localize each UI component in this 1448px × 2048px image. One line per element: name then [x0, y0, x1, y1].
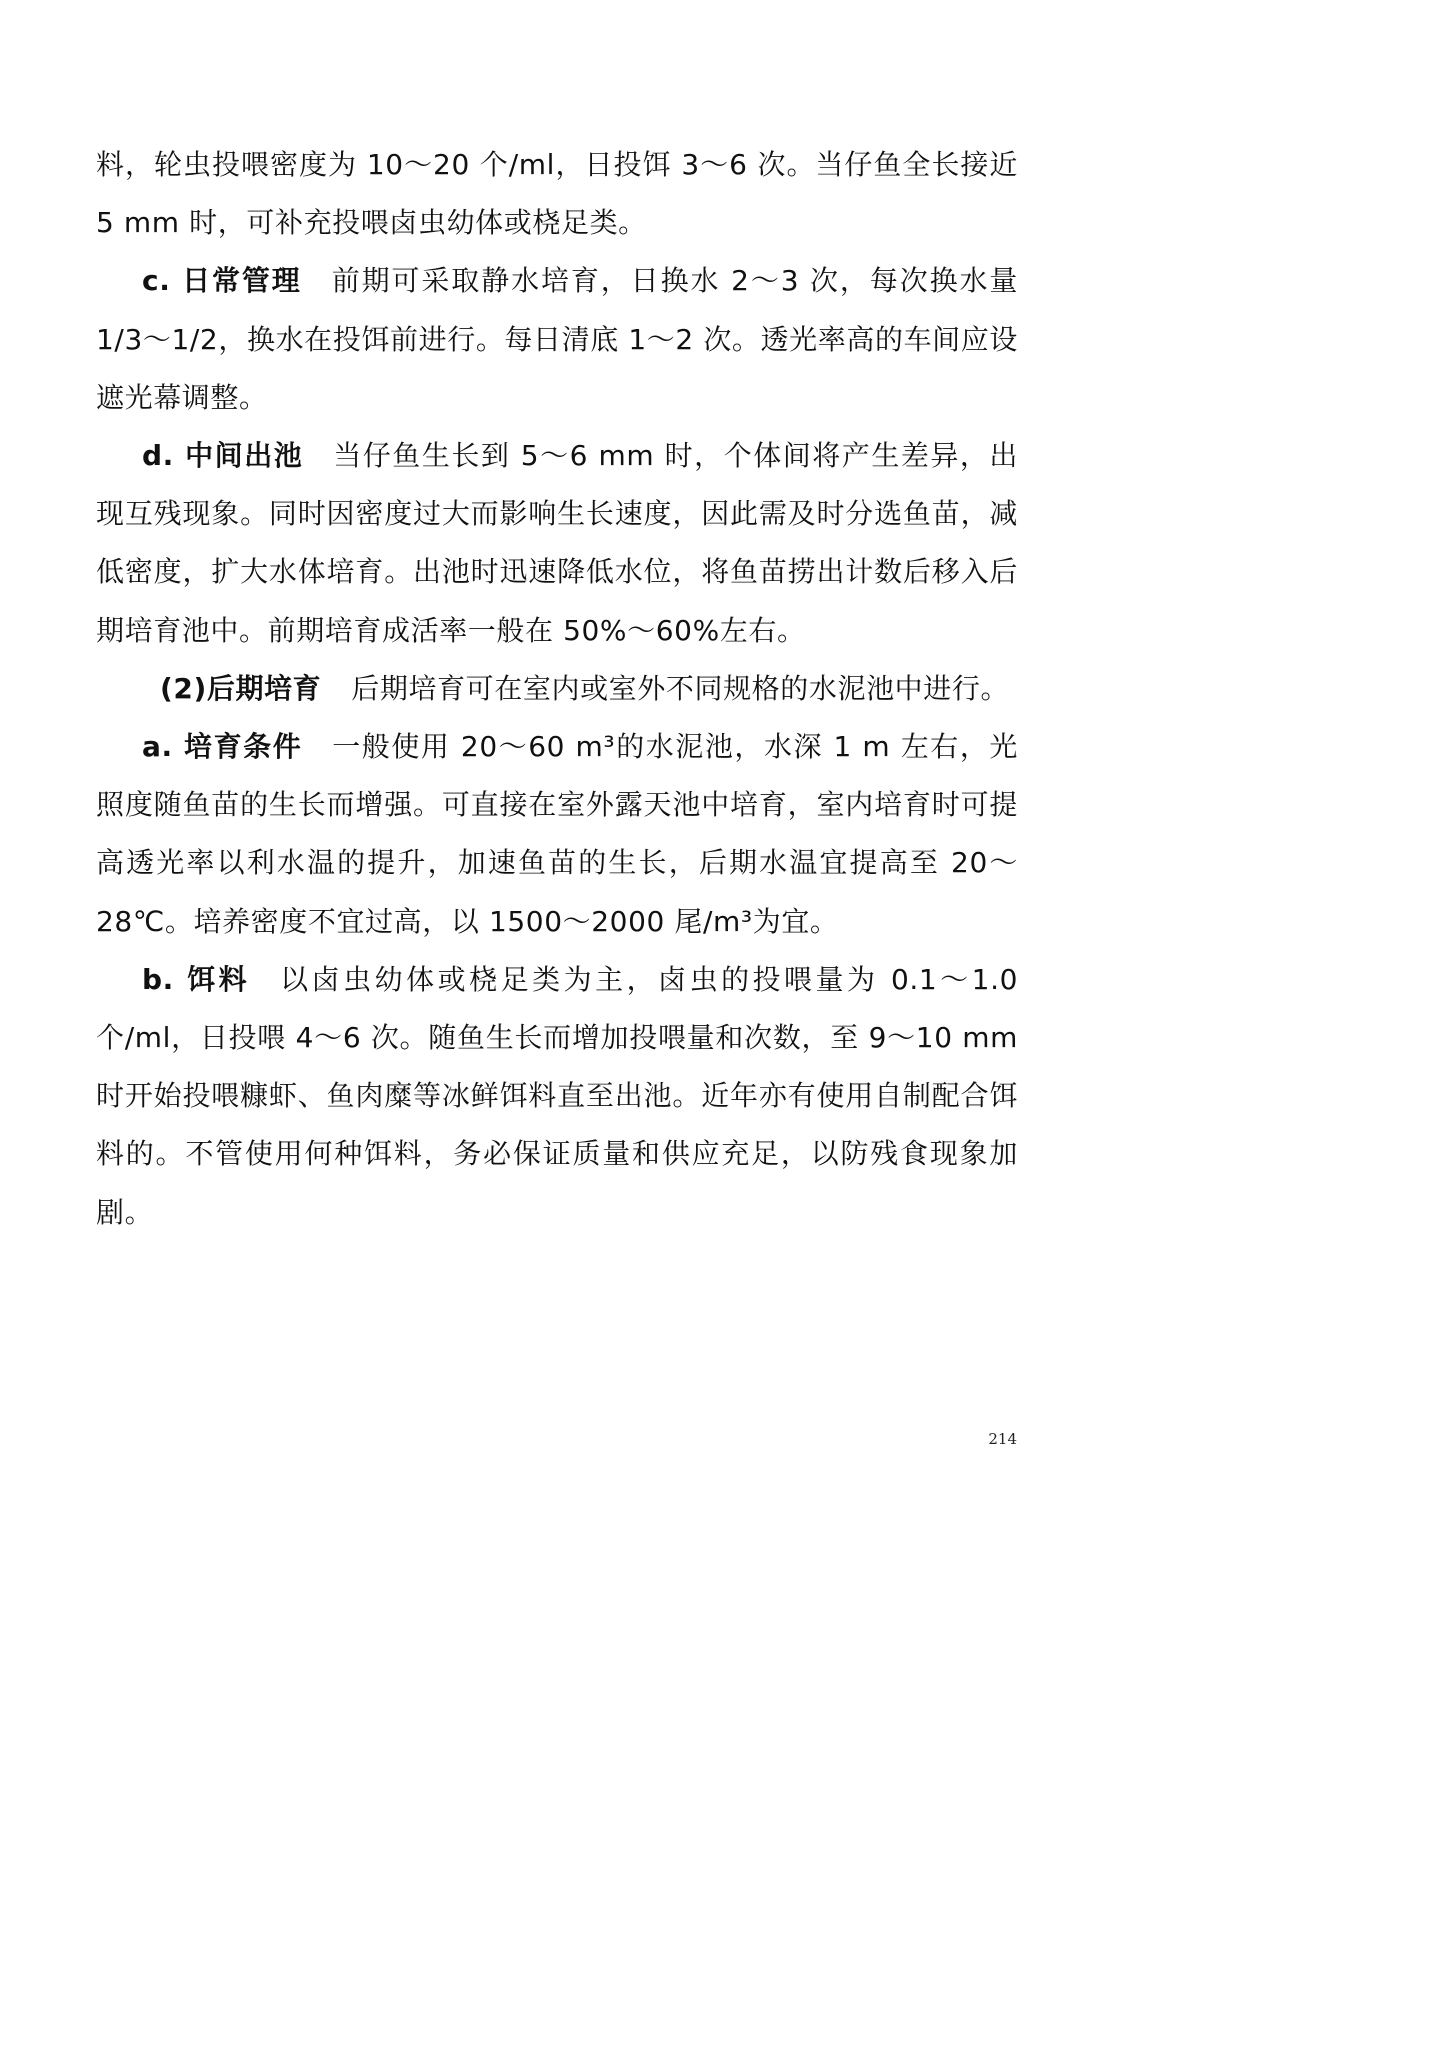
section-heading: b. 饵料	[142, 962, 251, 996]
paragraph-feeding-density	[96, 136, 1018, 252]
paragraph-text: 一般使用 20～60 m³的水泥池，水深 1 m 左右，光照度随鱼苗的生长而增强。可直接在室外露天池中培育，室内培育时可提高透光率以利水温的提升，加速鱼苗的生长，后期水温宜提高至 20～28℃。培养密度不宜过高，以 1500～2000 尾/m³为宜。	[96, 730, 1018, 938]
section-heading: d. 中间出池	[142, 439, 304, 473]
paragraph-daily-management	[96, 252, 1018, 427]
paragraph-text: 后期培育可在室内或室外不同规格的水泥池中进行。	[351, 671, 1010, 705]
section-heading: c. 日常管理	[142, 264, 302, 298]
section-heading: a. 培育条件	[142, 730, 303, 764]
page-number: 214	[988, 1430, 1017, 1448]
paragraph-feed	[96, 951, 1018, 1242]
paragraph-rearing-conditions	[96, 718, 1018, 951]
section-heading: (2)后期培育	[160, 671, 322, 705]
body-text	[96, 136, 1018, 1242]
paragraph-text: 料，轮虫投喂密度为 10～20 个/ml，日投饵 3～6 次。当仔鱼全长接近 5 mm 时，可补充投喂卤虫幼体或桡足类。	[96, 148, 1018, 240]
paragraph-text: 当仔鱼生长到 5～6 mm 时，个体间将产生差异，出现互残现象。同时因密度过大而影响生长速度，因此需及时分选鱼苗，减低密度，扩大水体培育。出池时迅速降低水位，将鱼苗捞出计数后移入后期培育池中。前期培育成活率一般在 50%～60%左右。	[96, 439, 1019, 647]
paragraph-text: 前期可采取静水培育，日换水 2～3 次，每次换水量 1/3～1/2，换水在投饵前进行。每日清底 1～2 次。透光率高的车间应设遮光幕调整。	[96, 264, 1018, 414]
paragraph-intermediate-transfer	[96, 427, 1018, 660]
paragraph-later-rearing	[96, 660, 1018, 718]
paragraph-text: 以卤虫幼体或桡足类为主，卤虫的投喂量为 0.1～1.0 个/ml，日投喂 4～6 次。随鱼生长而增加投喂量和次数，至 9～10 mm 时开始投喂糠虾、鱼肉糜等冰鲜饵料直至出池。近年亦有使用自制配合饵料的。不管使用何种饵料，务必保证质量和供应充足，以防残食现象加剧。	[96, 962, 1018, 1229]
